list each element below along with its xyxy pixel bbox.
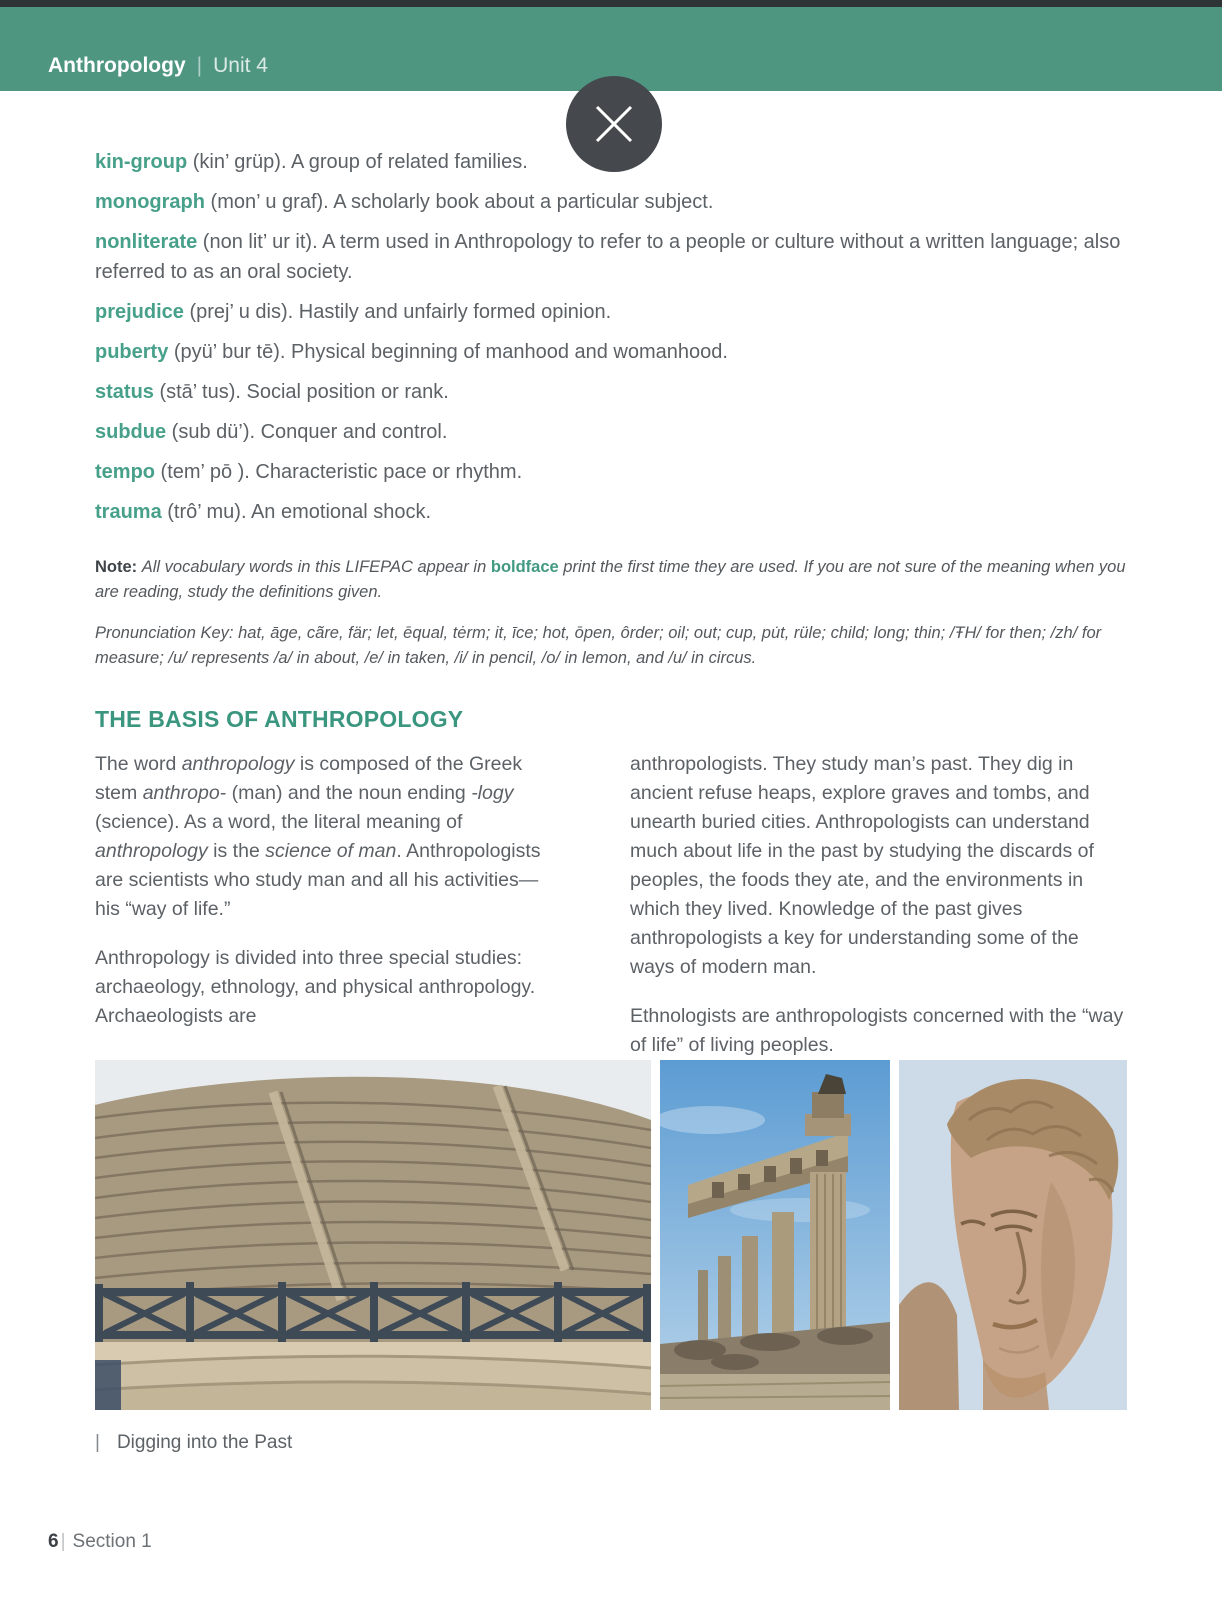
vocab-definition: (non lit’ ur it). A term used in Anthropology to refer to a people or culture without a written language; also referred to as an oral society. — [95, 231, 1121, 283]
page-title: Anthropology — [48, 54, 186, 77]
vocab-entry — [95, 457, 1127, 487]
two-column-text — [95, 750, 1127, 1060]
caption-bar: | — [95, 1432, 100, 1453]
top-strip — [0, 0, 1222, 7]
photo-row — [95, 1060, 1127, 1410]
vocab-term: status — [95, 381, 154, 403]
paragraph: Ethnologists are anthropologists concerned with the “way of life” of living peoples. — [630, 1005, 1124, 1056]
section-basis-of-anthropology — [95, 706, 1127, 1060]
photo-temple-columns — [660, 1060, 890, 1410]
figure-caption — [95, 1432, 1127, 1454]
vocab-term: prejudice — [95, 301, 184, 323]
page-footer — [48, 1531, 152, 1553]
paragraph: The word anthropology is composed of the Greek stem anthropo- (man) and the noun ending -logy (science). As a word, the literal meaning of anthropology is the science of man. Anthropologists are scientists who study man and all his activities—his “way of life.” — [95, 753, 541, 920]
footer-section: Section 1 — [72, 1531, 152, 1552]
vocab-term: kin-group — [95, 151, 188, 173]
vocab-definition: (stā’ tus). Social position or rank. — [153, 381, 449, 403]
paragraph: anthropologists. They study man’s past. They dig in ancient refuse heaps, explore graves and tombs, and unearth buried cities. Anthropologists can understand much about life in the past by studying the discards of peoples, the foods they ate, and the environments in which they lived. Knowledge of the past gives anthropologists a key for understanding some of the ways of modern man. — [630, 753, 1094, 978]
vocab-entry — [95, 297, 1127, 327]
column-right — [630, 750, 1127, 1060]
vocab-entry — [95, 417, 1127, 447]
vocab-definition: (tem’ pō ). Characteristic pace or rhythm. — [155, 461, 523, 483]
photo-amphitheater — [95, 1060, 651, 1410]
vocab-definition: (sub dü’). Conquer and control. — [166, 421, 448, 443]
figure — [95, 1060, 1127, 1454]
vocab-term: tempo — [95, 461, 155, 483]
vocab-entry — [95, 227, 1127, 287]
paragraph: Anthropology is divided into three special studies: archaeology, ethnology, and physical anthropology. Archaeologists are — [95, 947, 536, 1027]
header-divider: | — [196, 54, 203, 77]
vocab-definition: (mon’ u graf). A scholarly book about a particular subject. — [205, 191, 714, 213]
vocab-definition: (prej’ u dis). Hastily and unfairly formed opinion. — [183, 301, 612, 323]
photo-marble-statue-head — [899, 1060, 1127, 1410]
vocab-definition: (pyü’ bur tē). Physical beginning of manhood and womanhood. — [168, 341, 728, 363]
page-content — [0, 91, 1222, 1454]
vocab-term: trauma — [95, 501, 162, 523]
caption-text: Digging into the Past — [116, 1432, 293, 1453]
vocab-term: monograph — [95, 191, 205, 213]
vocab-term: subdue — [95, 421, 167, 443]
footer-divider: | — [60, 1531, 66, 1552]
vocab-definition: (kin’ grüp). A group of related families. — [187, 151, 528, 173]
vocab-definition: (trô’ mu). An emotional shock. — [161, 501, 432, 523]
page-number: 6 — [48, 1531, 59, 1552]
column-left — [95, 750, 545, 1060]
vocab-entry — [95, 377, 1127, 407]
vocab-entry — [95, 497, 1127, 527]
close-icon — [591, 101, 637, 147]
pronunciation-key: Pronunciation Key: hat, āge, cãre, fär; let, ēqual, tėrm; it, īce; hot, ōpen, ôrder; oil; out; cup, pu̇t, rüle; child; long; thin; /ŦH/ for then; /zh/ for measure; /u/ represents /a/ in about, /e/ in taken, /i/ in pencil, /o/ in lemon, and /u/ in circus. — [95, 624, 1102, 667]
vocab-entry — [95, 337, 1127, 367]
note: Note: All vocabulary words in this LIFEPAC appear in boldface print the first time they are used. If you are not sure of the meaning when you are reading, study the definitions given. — [95, 558, 1126, 601]
vocab-term: nonliterate — [95, 231, 198, 253]
close-button[interactable] — [566, 76, 662, 172]
section-heading: THE BASIS OF ANTHROPOLOGY — [95, 706, 464, 732]
header-subtitle: Unit 4 — [213, 54, 268, 77]
vocab-term: puberty — [95, 341, 169, 363]
vocab-entry — [95, 187, 1127, 217]
